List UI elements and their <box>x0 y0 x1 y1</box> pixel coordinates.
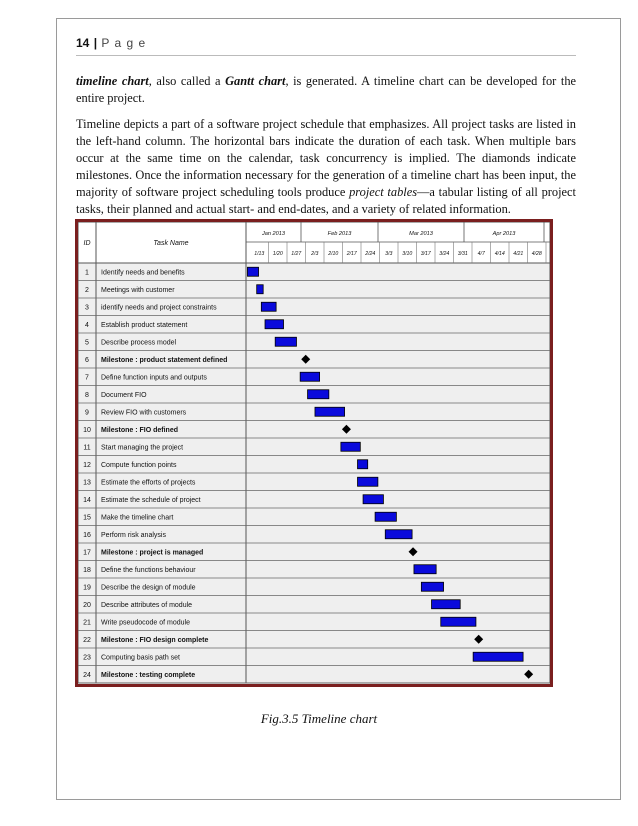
gantt-task-id: 13 <box>83 479 91 487</box>
gantt-task-name: Perform risk analysis <box>101 531 166 539</box>
gantt-task-id: 10 <box>83 426 91 434</box>
gantt-task-bar <box>441 617 476 626</box>
gantt-task-id: 17 <box>83 549 91 557</box>
gantt-week-label: 1/20 <box>272 251 283 257</box>
gantt-task-id: 8 <box>85 391 89 399</box>
gantt-week-label: 2/24 <box>365 251 376 257</box>
gantt-week-label: 4/7 <box>477 251 485 257</box>
gantt-task-name: Describe the design of module <box>101 584 196 592</box>
gantt-task-bar <box>363 495 383 504</box>
gantt-task-name: Milestone : product statement defined <box>101 356 228 364</box>
gantt-task-bar <box>265 320 284 329</box>
gantt-task-name: Computing basis path set <box>101 654 180 662</box>
page-header <box>76 36 146 50</box>
gantt-week-label: 3/24 <box>439 251 450 257</box>
gantt-task-bar <box>315 407 345 416</box>
gantt-week-label: 1/13 <box>254 251 265 257</box>
paragraph-timeline-text2: —a tabular listing of all project tasks, their planned and actual start- and end-dates, and a variety of related information. <box>76 185 576 216</box>
gantt-week-label: 3/10 <box>402 251 413 257</box>
gantt-task-id: 15 <box>83 514 91 522</box>
gantt-task-name: identify needs and project constraints <box>101 304 217 312</box>
paragraph-timeline <box>76 116 576 218</box>
term-gantt-chart: Gantt chart <box>225 74 286 88</box>
header-rule <box>76 55 576 56</box>
gantt-week-label: 4/21 <box>513 251 524 257</box>
gantt-task-name: Define function inputs and outputs <box>101 374 207 382</box>
gantt-task-id: 7 <box>85 374 89 382</box>
gantt-task-name: Define the functions behaviour <box>101 566 196 574</box>
gantt-task-id: 12 <box>83 461 91 469</box>
gantt-week-label: 2/3 <box>311 251 319 257</box>
gantt-task-name: Milestone : testing complete <box>101 671 196 679</box>
gantt-task-name: Milestone : FIO defined <box>101 426 179 434</box>
gantt-task-name: Describe process model <box>101 339 177 347</box>
term-project-tables: project tables <box>349 185 418 199</box>
gantt-task-name: Describe attributes of module <box>101 601 193 609</box>
gantt-week-label: 3/3 <box>385 251 393 257</box>
gantt-week-label: 2/17 <box>346 251 357 257</box>
header-separator: | <box>93 36 98 50</box>
gantt-week-label: 3/31 <box>457 251 468 257</box>
gantt-task-bar <box>308 390 329 399</box>
gantt-task-bar <box>261 302 276 311</box>
gantt-task-id: 14 <box>83 496 91 504</box>
gantt-task-bar <box>247 267 258 276</box>
paragraph-intro-text1: , also called a <box>148 74 226 88</box>
gantt-task-bar <box>421 582 443 591</box>
gantt-task-bar <box>375 512 396 521</box>
gantt-task-name: Identify needs and benefits <box>101 269 185 277</box>
gantt-task-id: 9 <box>85 409 89 417</box>
gantt-task-id: 11 <box>83 444 91 452</box>
gantt-task-name: Meetings with customer <box>101 286 175 294</box>
gantt-task-name: Estimate the efforts of projects <box>101 479 196 487</box>
gantt-task-id: 16 <box>83 531 91 539</box>
gantt-task-name: Milestone : FIO design complete <box>101 636 209 644</box>
gantt-task-name: Compute function points <box>101 461 177 469</box>
gantt-week-label: 1/27 <box>291 251 302 257</box>
gantt-task-bar <box>473 652 523 661</box>
gantt-task-bar <box>257 285 263 294</box>
gantt-task-name: Start managing the project <box>101 444 184 452</box>
gantt-task-id: 3 <box>85 304 89 312</box>
gantt-month-label: Jan 2013 <box>261 231 286 237</box>
gantt-task-bar <box>414 565 436 574</box>
page-number: 14 <box>76 36 90 50</box>
paragraph-timeline-text1: Timeline depicts a part of a software project schedule that emphasizes. All project tasks are listed in the left-hand column. The horizontal bars indicate the duration of each task. When multiple bars occur at the same time on the calendar, task concurrency is implied. The diamonds indicate milestones. Once the information necessary for the generation of a timeline chart has been input, the majority of software project scheduling tools produce <box>76 117 576 199</box>
gantt-task-id: 2 <box>85 286 89 294</box>
gantt-task-id: 20 <box>83 601 91 609</box>
gantt-task-bar <box>385 530 412 539</box>
gantt-task-bar <box>432 600 461 609</box>
gantt-task-name: Milestone : project is managed <box>101 549 204 557</box>
gantt-task-id: 6 <box>85 356 89 364</box>
gantt-task-name: Document FIO <box>101 391 147 399</box>
gantt-task-name: Review FIO with customers <box>101 409 187 417</box>
gantt-task-id: 22 <box>83 636 91 644</box>
gantt-task-name: Make the timeline chart <box>101 514 174 522</box>
page-label: P a g e <box>101 36 147 50</box>
gantt-month-label: Feb 2013 <box>327 231 352 237</box>
gantt-task-name: Estimate the schedule of project <box>101 496 201 504</box>
gantt-week-label: 4/28 <box>531 251 542 257</box>
gantt-week-label: 3/17 <box>420 251 431 257</box>
figure-caption: Fig.3.5 Timeline chart <box>260 711 378 726</box>
gantt-task-name: Establish product statement <box>101 321 188 329</box>
gantt-task-bar <box>275 337 296 346</box>
gantt-task-id: 21 <box>83 619 91 627</box>
term-timeline-chart: timeline chart <box>76 74 149 88</box>
gantt-week-label: 2/10 <box>328 251 339 257</box>
gantt-month-label: Apr 2013 <box>492 231 516 237</box>
gantt-task-bar <box>341 442 360 451</box>
paragraph-intro <box>76 73 576 107</box>
gantt-task-id: 5 <box>85 339 89 347</box>
gantt-task-name: Write pseudocode of module <box>101 619 190 627</box>
gantt-task-id: 4 <box>85 321 89 329</box>
gantt-task-id: 18 <box>83 566 91 574</box>
gantt-week-label: 4/14 <box>494 251 505 257</box>
gantt-month-label: Mar 2013 <box>409 231 433 237</box>
paragraph-intro-text2: , is generated. A timeline chart can be developed for the entire project. <box>76 74 577 105</box>
gantt-task-id: 19 <box>83 584 91 592</box>
gantt-header-id: ID <box>83 240 91 247</box>
gantt-task-id: 24 <box>83 671 91 679</box>
gantt-task-bar <box>300 372 319 381</box>
gantt-task-id: 1 <box>85 269 89 277</box>
gantt-header-task-name: Task Name <box>153 240 189 247</box>
gantt-chart <box>78 222 550 684</box>
gantt-task-id: 23 <box>83 654 91 662</box>
gantt-task-bar <box>358 477 378 486</box>
gantt-task-bar <box>358 460 368 469</box>
